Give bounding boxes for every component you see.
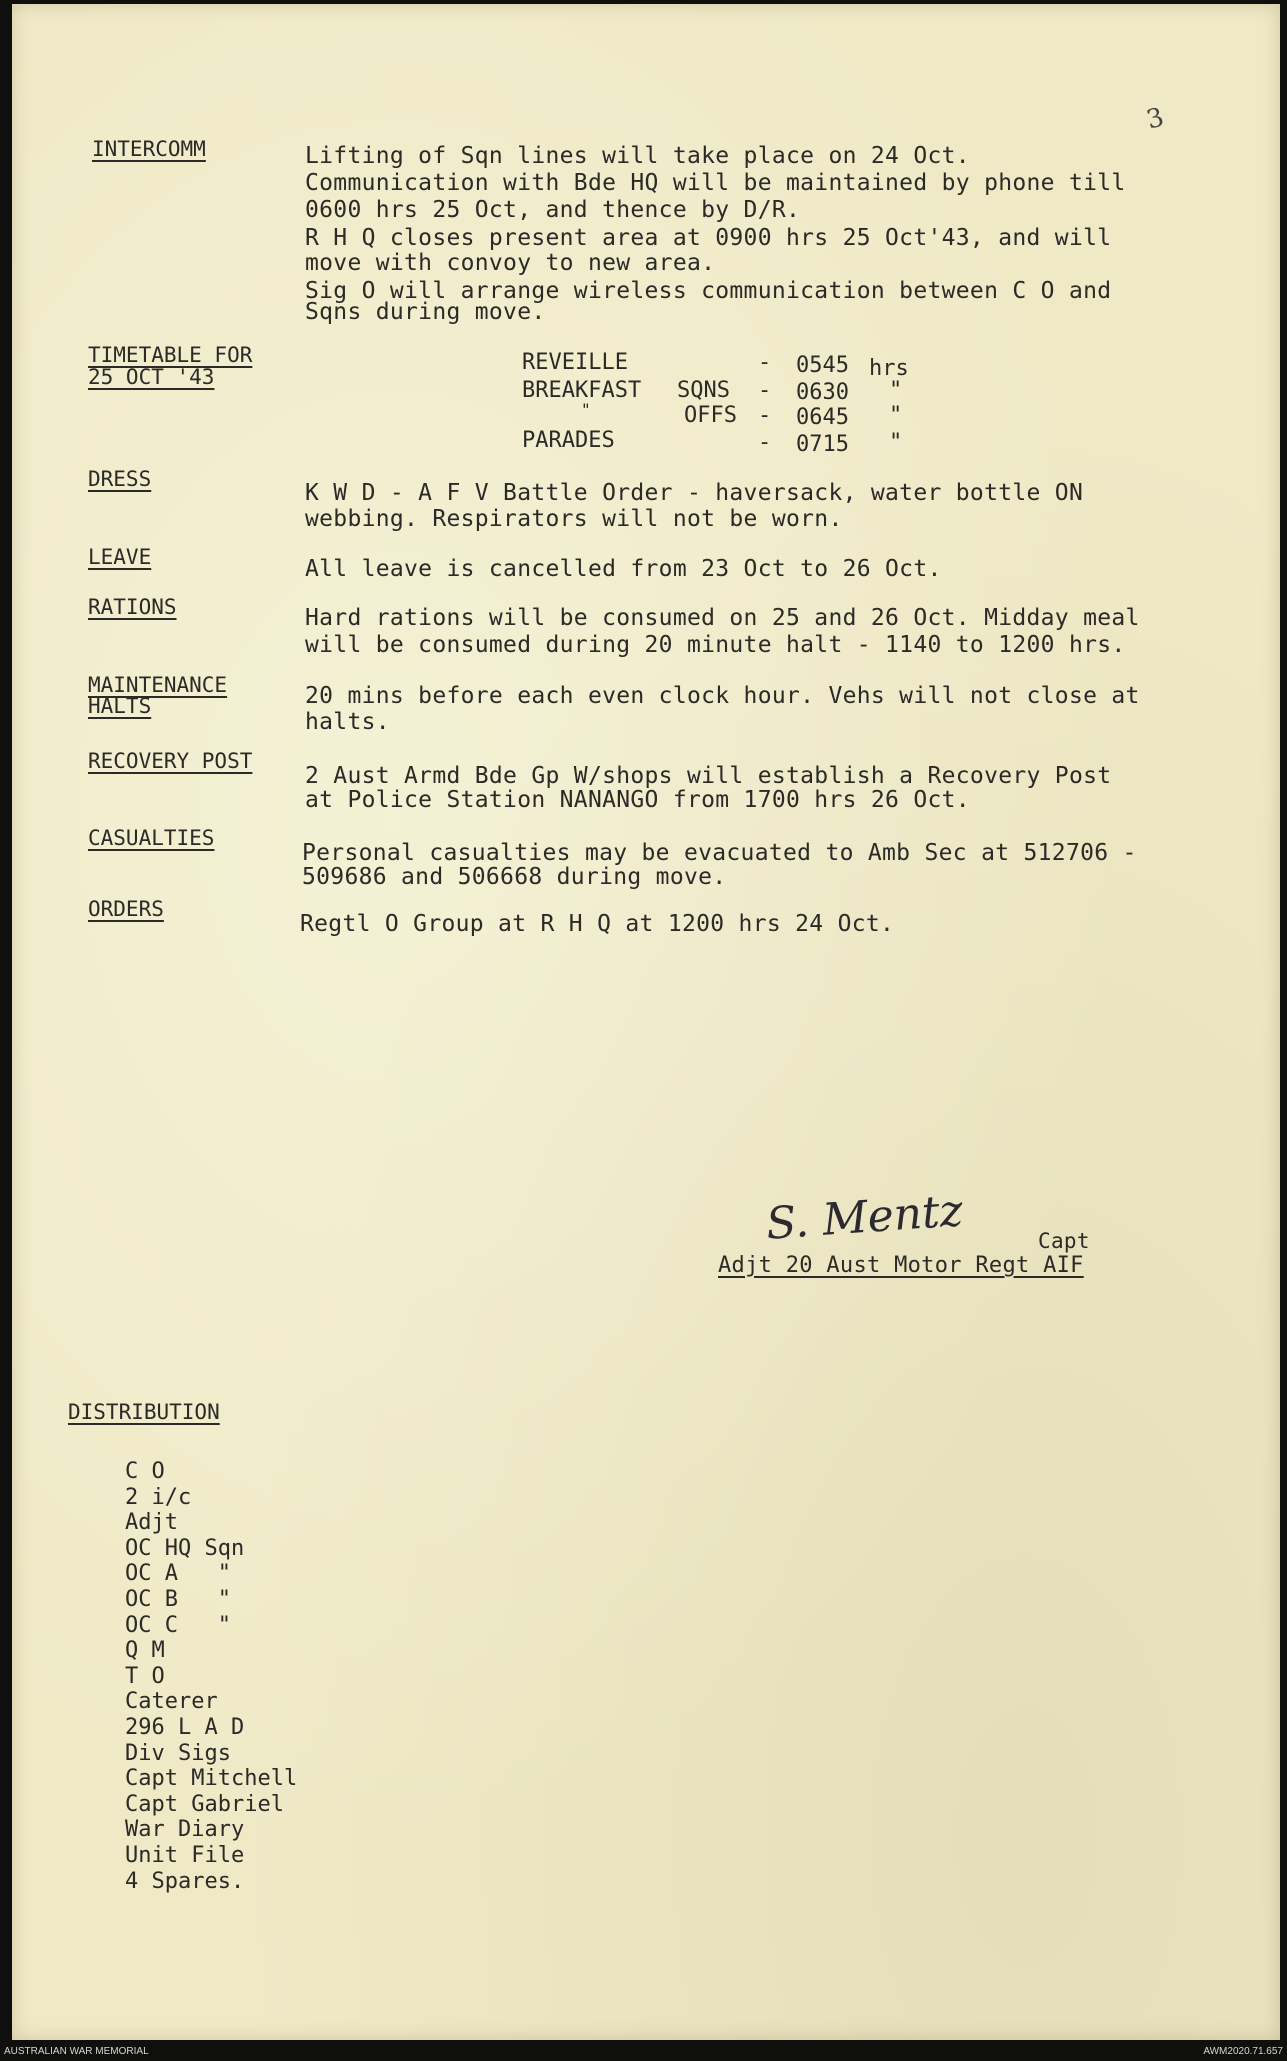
section-label-leave: LEAVE [88,545,152,569]
distribution-list [125,1459,297,1894]
distribution-item: Adjt [125,1510,178,1536]
maintenance-line: 20 mins before each even clock hour. Vehs will not close at [305,683,1140,709]
distribution-item: T O [125,1663,165,1689]
section-label-intercomm: INTERCOMM [92,137,206,161]
dress-line: K W D - A F V Battle Order - haversack, water bottle ON [305,480,1084,506]
intercomm-line: Communication with Bde HQ will be maintained by phone till [305,170,1126,196]
distribution-item: War Diary [125,1817,245,1843]
timetable-sep: - [758,430,772,455]
distribution-item: 4 Spares. [125,1868,245,1894]
intercomm-line: Sqns during move. [305,299,546,325]
section-label-casualties: CASUALTIES [88,826,215,850]
timetable-item: PARADES [522,428,615,453]
dress-line: webbing. Respirators will not be worn. [305,506,843,532]
leave-line: All leave is cancelled from 23 Oct to 26 Oct. [305,556,942,582]
distribution-item: Capt Mitchell [125,1766,298,1792]
timetable-item: " [581,400,591,419]
timetable-unit: hrs [869,356,909,381]
section-label-recovery-post: RECOVERY POST [88,749,253,773]
signature-rank: Capt [1038,1229,1090,1253]
rations-line: will be consumed during 20 minute halt - 1140 to 1200 hrs. [305,632,1126,658]
timetable-unit: " [889,378,903,403]
timetable-sep: - [758,378,772,403]
timetable-item: REVEILLE [522,350,628,375]
section-label-dress: DRESS [88,467,152,491]
distribution-item: 296 L A D [125,1714,245,1740]
timetable-time: 0715 [796,432,849,457]
recovery-line: at Police Station NANANGO from 1700 hrs 26 Oct. [305,787,970,813]
signature-title: Adjt 20 Aust Motor Regt AIF [718,1253,1084,1278]
footer-institution: AUSTRALIAN WAR MEMORIAL [4,2046,149,2057]
timetable-time: 0545 [796,353,849,378]
timetable-sep: - [758,350,772,375]
casualties-line: Personal casualties may be evacuated to Amb Sec at 512706 - [302,840,1137,866]
intercomm-line: Lifting of Sqn lines will take place on 24 Oct. [305,143,970,169]
maintenance-line: halts. [305,709,390,735]
distribution-item: OC C " [125,1612,231,1638]
intercomm-line: move with convoy to new area. [305,250,716,276]
timetable-unit: " [889,403,903,428]
timetable-unit: " [889,430,903,455]
distribution-item: Div Sigs [125,1740,231,1766]
distribution-item: Q M [125,1638,165,1664]
distribution-item: Unit File [125,1842,245,1868]
timetable-sub: SQNS [677,378,730,403]
distribution-item: Capt Gabriel [125,1791,284,1817]
intercomm-line: Sig O will arrange wireless communication between C O and [305,278,1112,304]
section-label-maintenance-halts: MAINTENANCE HALTS [88,673,228,718]
distribution-item: OC HQ Sqn [125,1535,245,1561]
page-number-mark: 3 [1143,102,1168,136]
timetable-time: 0630 [796,380,849,405]
distribution-item: Caterer [125,1689,218,1715]
handwritten-signature: S. Mentz [764,1185,965,1250]
section-label-orders: ORDERS [88,897,164,921]
distribution-item: C O [125,1459,165,1484]
casualties-line: 509686 and 506668 during move. [302,864,727,890]
footer-accession-number: AWM2020.71.657 [1203,2046,1283,2057]
intercomm-line: 0600 hrs 25 Oct, and thence by D/R. [305,197,801,223]
timetable-sep: - [758,403,772,428]
timetable-item: BREAKFAST [522,378,642,403]
document-sheet [12,4,1280,2040]
intercomm-line: R H Q closes present area at 0900 hrs 25 Oct'43, and will [305,225,1112,251]
section-label-rations: RATIONS [88,595,177,619]
orders-line: Regtl O Group at R H Q at 1200 hrs 24 Oct. [300,911,895,937]
section-label-timetable: TIMETABLE FOR 25 OCT '43 [88,343,253,389]
recovery-line: 2 Aust Armd Bde Gp W/shops will establish a Recovery Post [305,763,1112,789]
distribution-heading: DISTRIBUTION [68,1400,220,1424]
timetable-sub: OFFS [684,403,737,428]
distribution-item: OC B " [125,1586,231,1612]
timetable-time: 0645 [796,405,849,430]
rations-line: Hard rations will be consumed on 25 and 26 Oct. Midday meal [305,605,1140,631]
distribution-item: OC A " [125,1561,231,1587]
distribution-item: 2 i/c [125,1484,192,1510]
